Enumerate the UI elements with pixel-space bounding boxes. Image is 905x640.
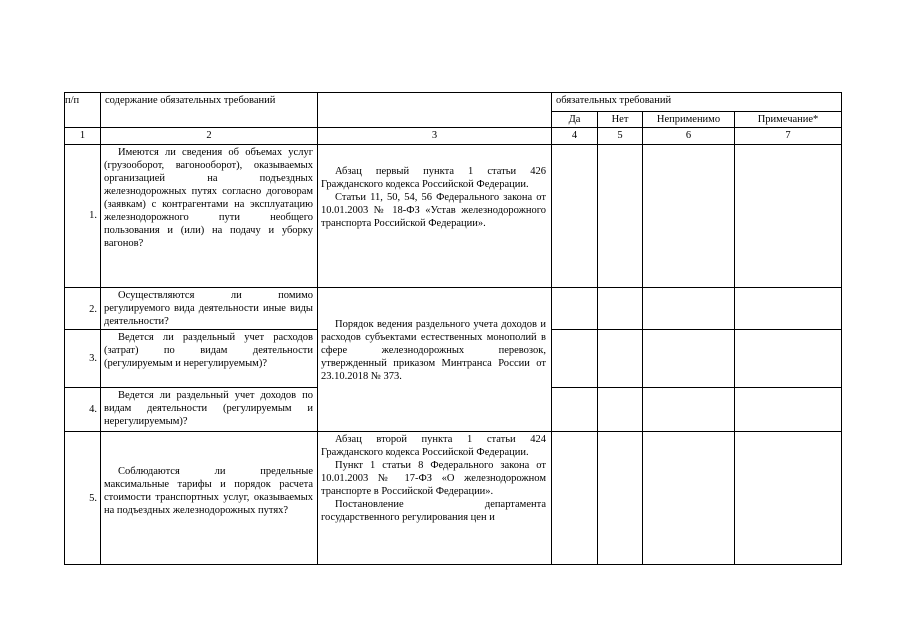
row-5-basis-line-2: Пункт 1 статьи 8 Федерального закона от 10.01.2003 № 17-ФЗ «О железнодорожном транспорте в Российской Федерации». [321, 460, 546, 497]
row-5-number: 5. [89, 493, 97, 504]
row-1-number: 1. [89, 210, 97, 221]
col-number-4: 4 [571, 130, 578, 141]
col-number-2: 2 [206, 130, 212, 141]
row-1-question: Имеются ли сведения об объемах услуг (грузооборот, вагонооборот), оказываемых организацией на подъездных железнодорожных путях согласно договорам (заявкам) с контрагентами на эксплуатацию железнодорожного пути необщего пользования и (или) на подачу и уборку вагонов? [104, 147, 313, 249]
row-4-number: 4. [89, 404, 97, 415]
rows-2-4-basis: Порядок ведения раздельного учета доходов и расходов субъектами естественных монополий в сфере железнодорожных перевозок, утвержденный приказом Минтранса России от 23.10.2018 № 373. [321, 319, 546, 382]
row-2-question: Осуществляются ли помимо регулируемого вида деятельности иные виды деятельности? [104, 290, 313, 327]
col-number-7: 7 [785, 130, 791, 141]
header-num: п/п [65, 95, 80, 106]
row-2-number: 2. [89, 304, 97, 315]
col-number-1: 1 [79, 130, 86, 141]
row-1-basis [321, 165, 546, 230]
row-5-basis-line-3: Постановление департамента государственного регулирования цен и [321, 499, 546, 523]
row-5-basis-line-1: Абзац второй пункта 1 статьи 424 Гражданского кодекса Российской Федерации. [321, 434, 546, 458]
header-note: Примечание* [757, 114, 819, 125]
col-number-5: 5 [617, 130, 623, 141]
col-number-3: 3 [431, 130, 438, 141]
row-3-question: Ведется ли раздельный учет расходов (затрат) по видам деятельности (регулируемым и нерегулируемым)? [104, 332, 313, 369]
header-requirements-group: обязательных требований [556, 95, 672, 106]
row-1-basis-line-2: Статьи 11, 50, 54, 56 Федерального закона от 10.01.2003 № 18-ФЗ «Устав железнодорожного транспорта Российской Федерации». [321, 192, 546, 229]
header-no: Нет [611, 114, 629, 125]
row-1-basis-line-1: Абзац первый пункта 1 статьи 426 Гражданского кодекса Российской Федерации. [321, 166, 546, 190]
col-number-6: 6 [685, 130, 692, 141]
header-content-requirements: содержание обязательных требований [105, 95, 276, 106]
row-5-question: Соблюдаются ли предельные максимальные тарифы и порядок расчета стоимости транспортных услуг, оказываемых на подъездных железнодорожных путях? [104, 466, 313, 516]
row-5-basis [321, 433, 546, 524]
row-3-number: 3. [89, 353, 97, 364]
header-yes: Да [568, 114, 581, 125]
header-not-applicable: Неприменимо [656, 114, 721, 125]
row-4-question: Ведется ли раздельный учет доходов по видам деятельности (регулируемым и нерегулируемым)? [104, 390, 313, 427]
